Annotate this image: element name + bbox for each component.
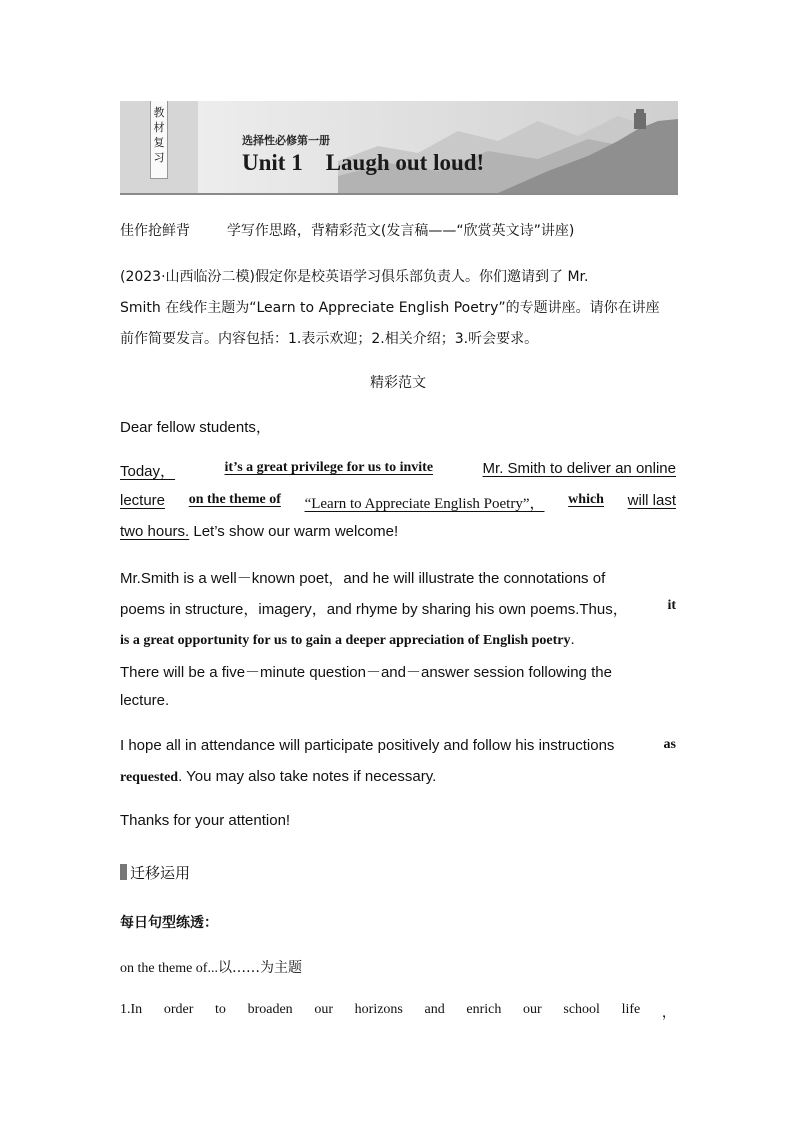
essay-p3-line2: requested. You may also take notes if necessary. — [120, 768, 437, 785]
transfer-heading: 迁移运用 — [120, 862, 676, 883]
essay-p2-line4: There will be a five－minute question－and－answer session following the — [120, 664, 612, 681]
essay-p2-line2: poems in structure，imagery，and rhyme by sharing his own poems.Thus， it — [120, 598, 676, 618]
highlight-invite-text: Mr. Smith to deliver an online — [482, 460, 676, 477]
highlight-as-requested: requested — [120, 770, 179, 785]
pattern-chinese: 以……为主题 — [217, 960, 302, 976]
pattern-line — [120, 957, 676, 977]
essay-closing: Thanks for your attention! — [120, 812, 291, 829]
highlight-on-the-theme: on the theme of — [188, 492, 281, 507]
highlight-opportunity: is a great opportunity for us to gain a deeper appreciation of English poetry — [120, 633, 571, 648]
essay-p1-line3: two hours. Let’s show our warm welcome! — [120, 523, 399, 540]
great-wall-illustration — [338, 101, 678, 193]
essay-p2-line5: lecture. — [120, 692, 170, 709]
essay-p2-line3: is a great opportunity for us to gain a deeper appreciation of English poetry. — [120, 631, 575, 648]
section-label: 佳作抢鲜背 — [120, 223, 190, 239]
essay-greeting: Dear fellow students， — [120, 419, 271, 436]
section-description: 学写作思路，背精彩范文(发言稿——“欣赏英文诗”讲座) — [226, 223, 575, 239]
pattern-english: on the theme of... — [120, 961, 218, 976]
highlight-privilege: it’s a great privilege for us to invite — [224, 460, 434, 475]
section-heading — [120, 220, 676, 240]
sample-essay-title: 精彩范文 — [370, 375, 426, 391]
essay-p2-line1: Mr.Smith is a well－known poet，and he will illustrate the connotations of — [120, 570, 606, 587]
unit-banner — [120, 101, 678, 195]
essay-p3-line1: I hope all in attendance will participate positively and follow his instructions as — [120, 737, 676, 754]
banner-subtitle: 选择性必修第一册 — [242, 134, 330, 147]
textbook-review-tag: 教材复习 — [150, 101, 168, 179]
essay-p1-line1 — [120, 460, 676, 481]
prompt-line-2: Smith 在线作主题为“Learn to Appreciate English Poetry”的专题讲座。请你在讲座 — [120, 300, 660, 316]
exercise-1: 1.In order to broaden our horizons and enrich our school life ， — [120, 1002, 676, 1021]
unit-title: Unit 1 Laugh out loud! — [242, 150, 485, 175]
highlight-today: Today， — [120, 463, 176, 480]
daily-pattern-heading: 每日句型练透： — [120, 915, 218, 931]
prompt-line-3: 前作简要发言。内容包括：1.表示欢迎；2.相关介绍；3.听会要求。 — [120, 331, 539, 347]
prompt-line-1: (2023·山西临汾二模)假定你是校英语学习俱乐部负责人。你们邀请到了 Mr. — [120, 269, 589, 285]
highlight-which: which — [568, 492, 604, 507]
section-marker-icon — [120, 864, 127, 880]
essay-p1-line2: lecture on the theme of “Learn to Appreciate English Poetry”， which will last — [120, 492, 676, 512]
